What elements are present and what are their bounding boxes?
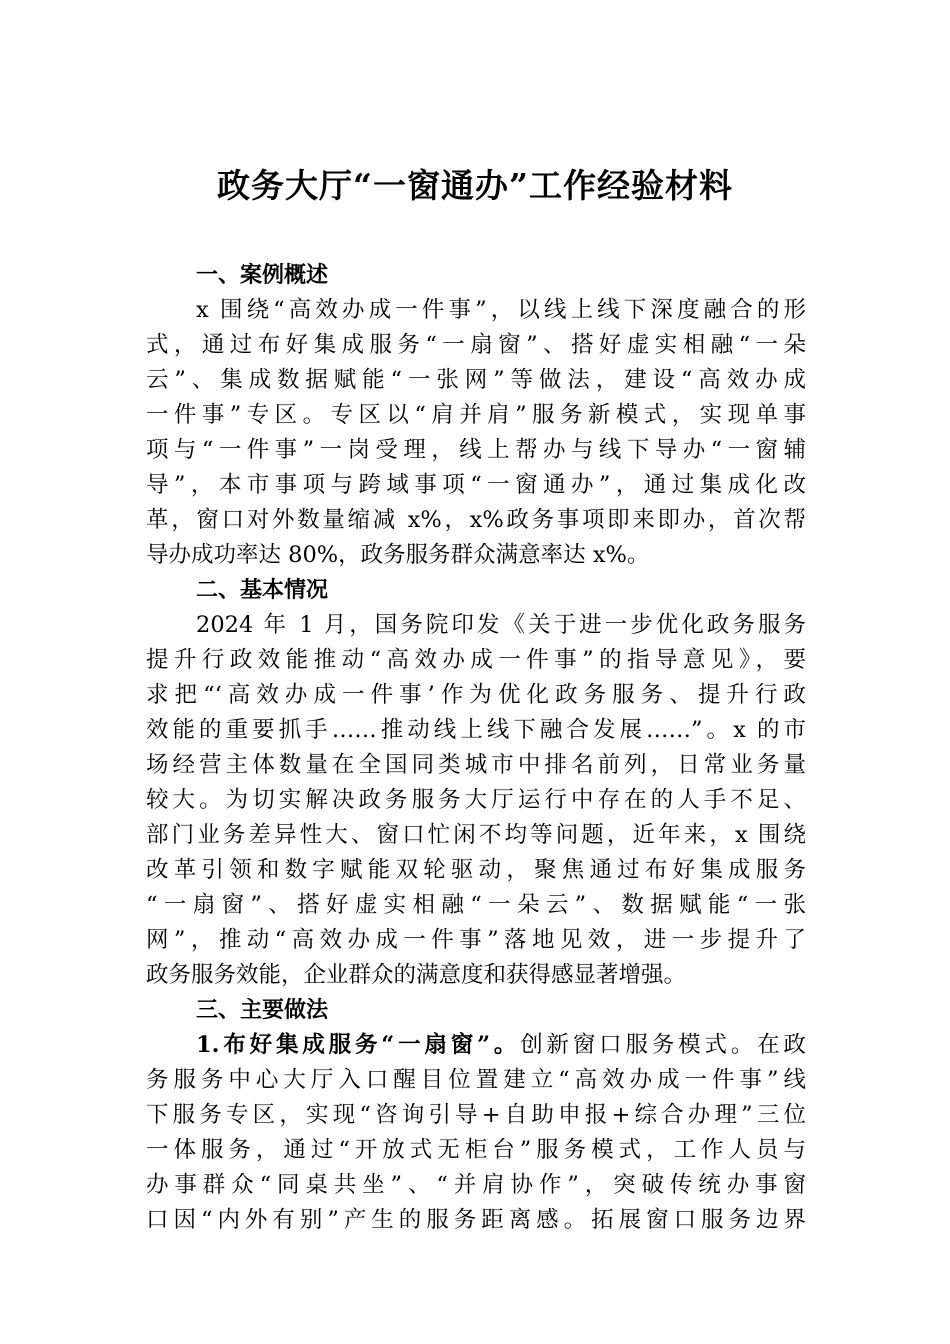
text-line: 部门业务差异性大、窗口忙闲不均等问题，近年来，x 围绕 — [146, 822, 806, 848]
text-line: 较大。为切实解决政务服务大厅运行中存在的人手不足、 — [146, 787, 806, 813]
text-line: 下服务专区，实现“咨询引导+自助申报+综合办理”三位 — [146, 1102, 806, 1128]
text-line: 场经营主体数量在全国同类城市中排名前列，日常业务量 — [146, 752, 806, 778]
text-line: 口因“内外有别”产生的服务距离感。拓展窗口服务边界 — [146, 1207, 806, 1233]
text-line: 导办成功率达 80%，政务服务群众满意率达 x%。 — [146, 542, 650, 568]
text-line: 改革引领和数字赋能双轮驱动，聚焦通过布好集成服务 — [146, 857, 806, 883]
document-body — [146, 258, 806, 1238]
text-line — [146, 1028, 806, 1063]
text-line: 革，窗口对外数量缩减 x%，x%政务事项即来即办，首次帮 — [146, 507, 806, 533]
text-line: 云”、集成数据赋能“一张网”等做法，建设“高效办成 — [146, 367, 806, 393]
text-line: 式，通过布好集成服务“一扇窗”、搭好虚实相融“一朵 — [146, 332, 806, 358]
text-run: 创新窗口服务模式。在政 — [520, 1032, 806, 1058]
text-line: 网”，推动“高效办成一件事”落地见效，进一步提升了 — [146, 927, 806, 953]
section-heading-background: 二、基本情况 — [196, 578, 329, 603]
text-line: 一体服务，通过“开放式无柜台”服务模式，工作人员与 — [146, 1137, 806, 1163]
document-title: 政务大厅“一窗通办”工作经验材料 — [217, 166, 733, 205]
text-line: 导”，本市事项与跨域事项“一窗通办”，通过集成化改 — [146, 472, 806, 498]
paragraph-background — [146, 608, 806, 993]
text-line: 项与“一件事”一岗受理，线上帮办与线下导办“一窗辅 — [146, 437, 806, 463]
text-line: 政务服务效能，企业群众的满意度和获得感显著增强。 — [146, 962, 687, 988]
paragraph-overview — [146, 293, 806, 573]
text-line: 一件事”专区。专区以“肩并肩”服务新模式，实现单事 — [146, 402, 806, 428]
text-line: 求把“‘高效办成一件事’作为优化政务服务、提升行政 — [146, 682, 806, 708]
text-line: 效能的重要抓手……推动线上线下融合发展……”。x 的市 — [146, 717, 806, 743]
subheading-inline: 1.布好集成服务“一扇窗”。 — [196, 1032, 521, 1058]
paragraph-practices — [146, 1028, 806, 1238]
text-line: “一扇窗”、搭好虚实相融“一朵云”、数据赋能“一张 — [146, 892, 806, 918]
text-line: 办事群众“同桌共坐”、“并肩协作”，突破传统办事窗 — [146, 1172, 806, 1198]
text-line: 务服务中心大厅入口醒目位置建立“高效办成一件事”线 — [146, 1067, 806, 1093]
text-line: 提升行政效能推动“高效办成一件事”的指导意见》，要 — [146, 647, 806, 673]
section-heading-overview: 一、案例概述 — [196, 263, 329, 288]
text-line: 2024 年 1 月，国务院印发《关于进一步优化政务服务 — [196, 612, 806, 638]
text-line: x 围绕“高效办成一件事”，以线上线下深度融合的形 — [196, 297, 806, 323]
section-heading-practices: 三、主要做法 — [196, 998, 329, 1023]
